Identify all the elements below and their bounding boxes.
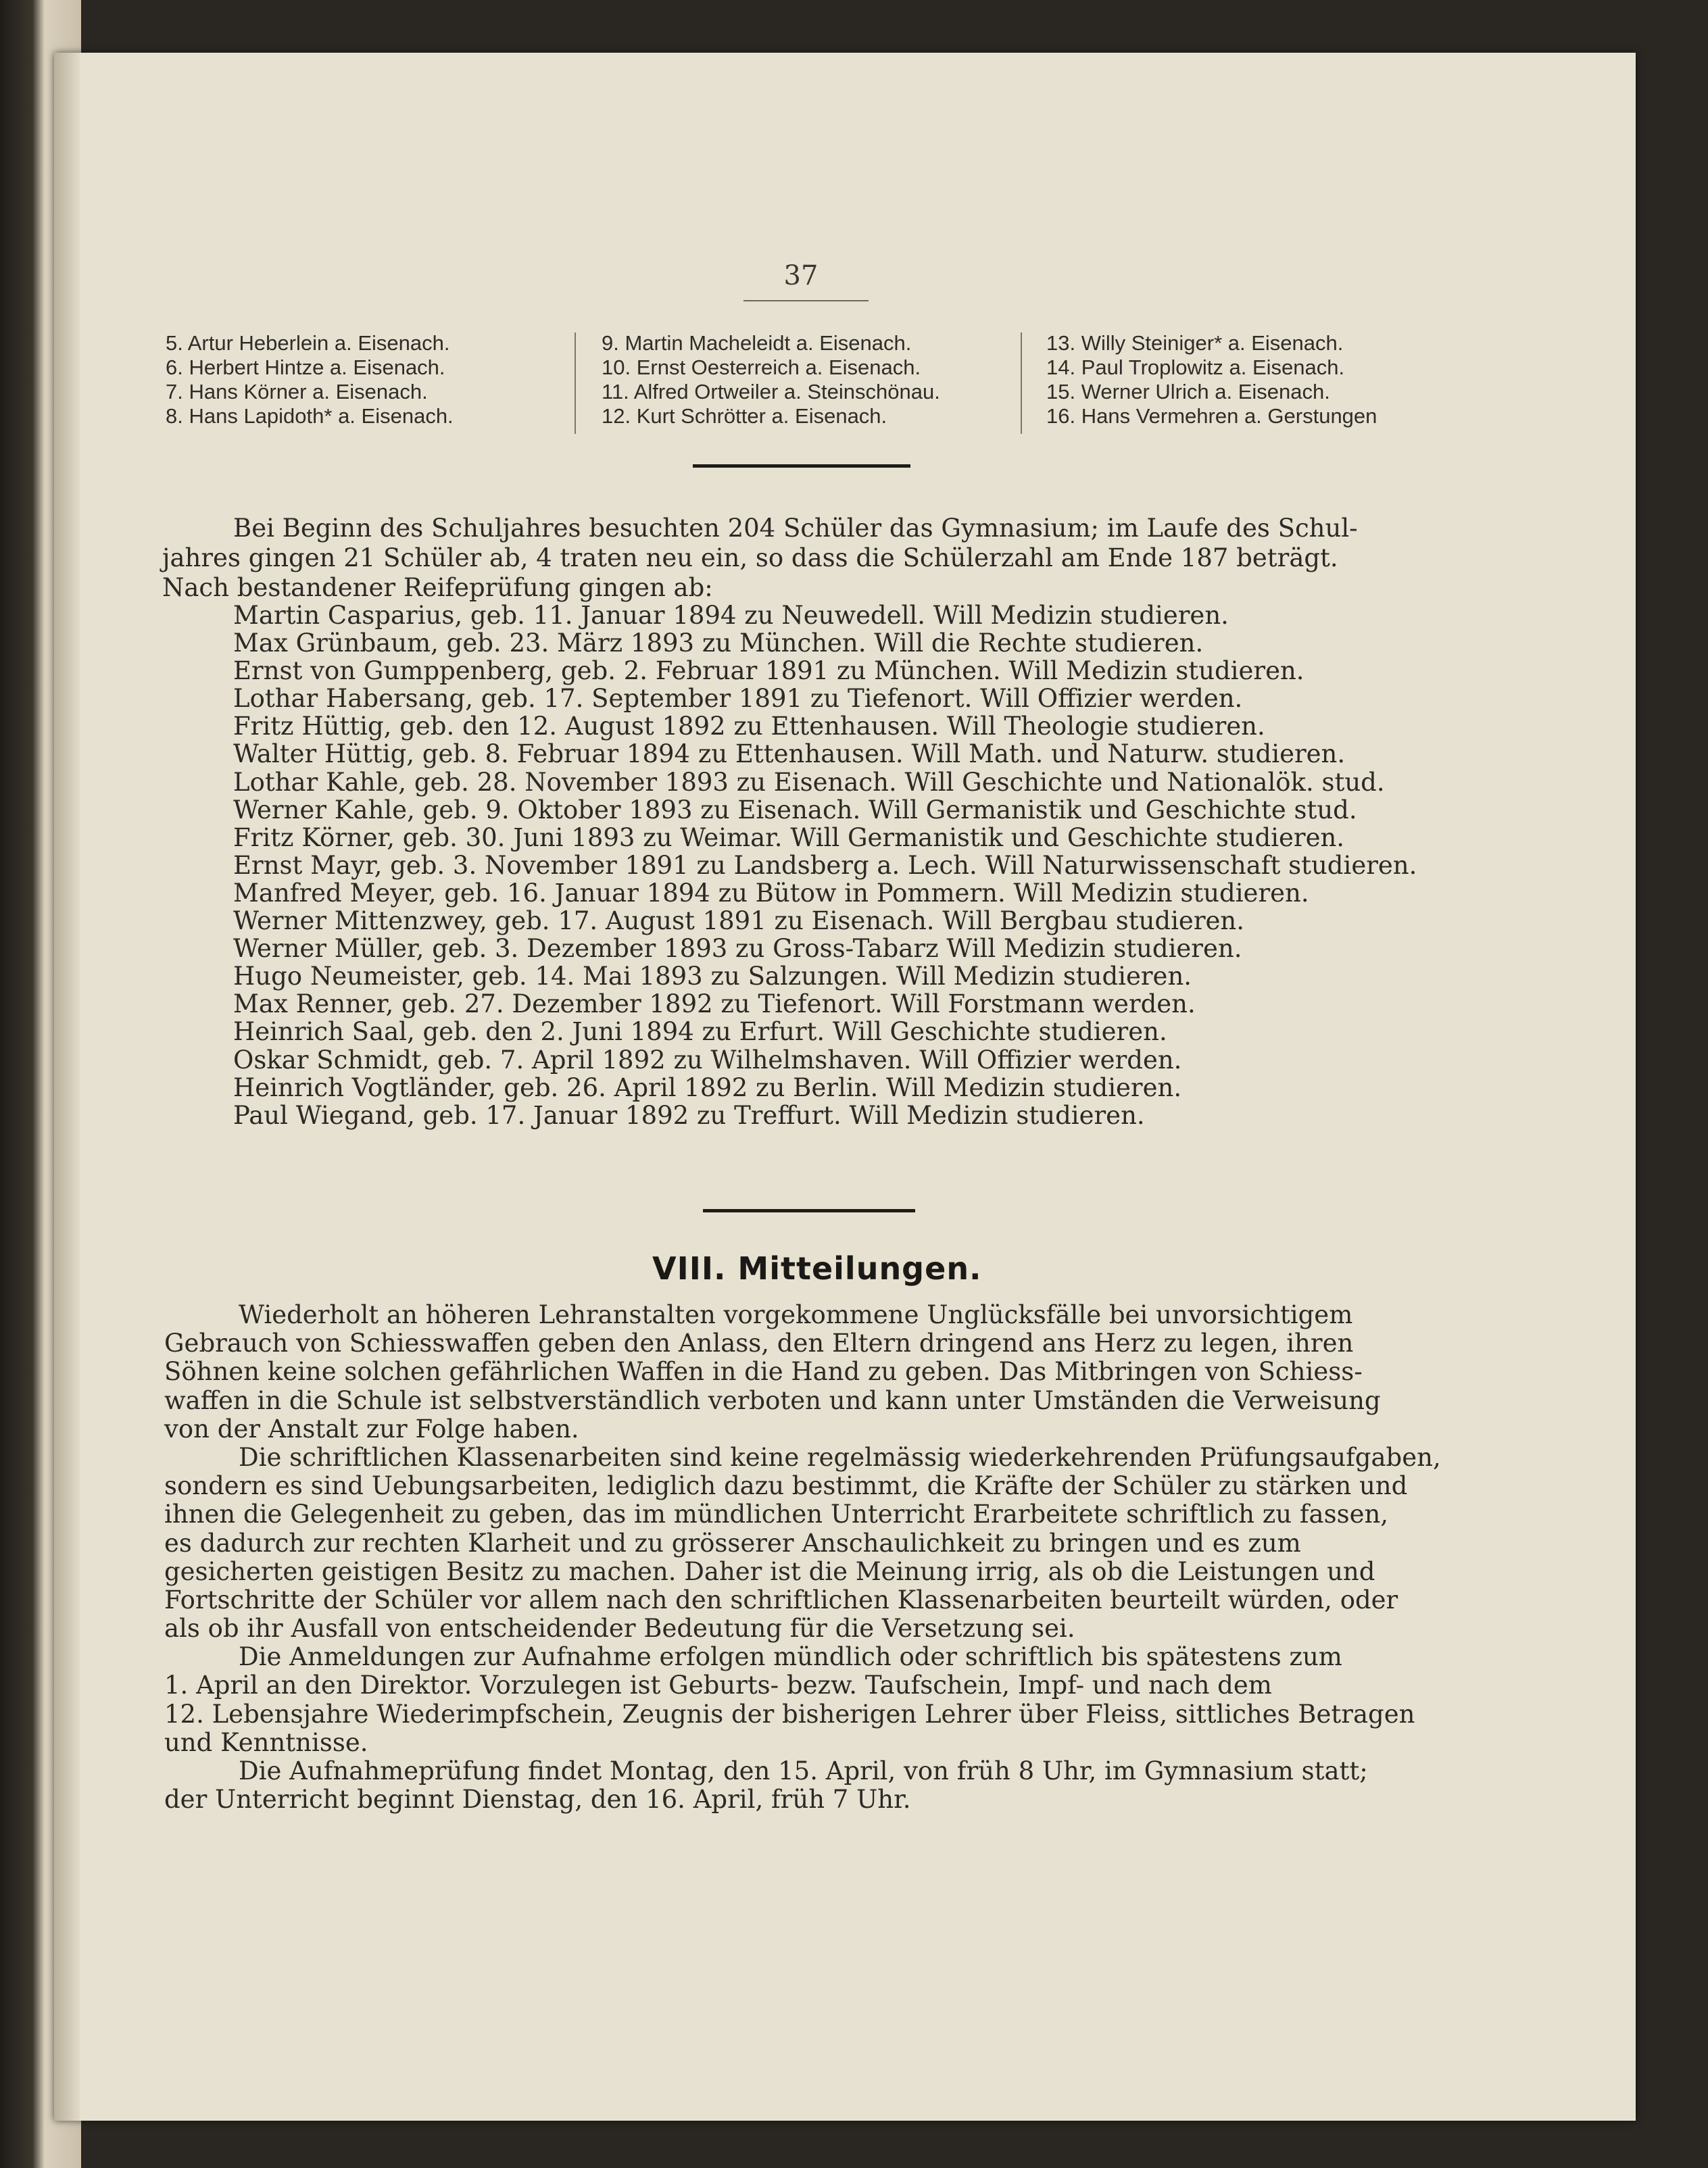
student-entry: 13. Willy Steiniger* a. Eisenach. xyxy=(1046,331,1344,355)
section-divider xyxy=(703,1209,915,1212)
graduate-entry: Werner Müller, geb. 3. Dezember 1893 zu Gross-Tabarz Will Medizin studieren. xyxy=(233,934,1242,964)
graduate-entry: Werner Mittenzwey, geb. 17. August 1891 zu Eisenach. Will Bergbau studieren. xyxy=(233,906,1245,936)
graduate-entry: Max Renner, geb. 27. Dezember 1892 zu Tiefenort. Will Forstmann werden. xyxy=(233,989,1196,1019)
notice-line: Wiederholt an höheren Lehranstalten vorgekommene Unglücksfälle bei unvorsichtigem xyxy=(239,1300,1353,1329)
notice-line: gesicherten geistigen Besitz zu machen. Daher ist die Meinung irrig, als ob die Leistungen und xyxy=(164,1556,1375,1586)
student-list-column-1 xyxy=(166,331,454,428)
column-divider xyxy=(575,332,576,434)
notice-line: waffen in die Schule ist selbstverständlich verboten und kann unter Umständen die Verweisung xyxy=(164,1385,1381,1415)
notice-line: Die Aufnahmeprüfung findet Montag, den 15. April, von früh 8 Uhr, im Gymnasium statt; xyxy=(239,1756,1368,1785)
student-entry: 5. Artur Heberlein a. Eisenach. xyxy=(166,331,450,355)
notice-line: 1. April an den Direktor. Vorzulegen ist Geburts- bezw. Taufschein, Impf- und nach dem xyxy=(164,1671,1272,1700)
notice-line: und Kenntnisse. xyxy=(164,1727,368,1757)
graduate-entry: Lothar Habersang, geb. 17. September 1891 zu Tiefenort. Will Offizier werden. xyxy=(233,684,1243,714)
graduate-entry: Hugo Neumeister, geb. 14. Mai 1893 zu Salzungen. Will Medizin studieren. xyxy=(233,962,1192,991)
student-entry: 15. Werner Ulrich a. Eisenach. xyxy=(1046,380,1330,403)
student-entry: 11. Alfred Ortweiler a. Steinschönau. xyxy=(602,380,940,403)
graduates-list xyxy=(233,601,1417,1129)
page-gutter xyxy=(54,53,80,2121)
column-divider xyxy=(1021,332,1022,434)
student-entry: 16. Hans Vermehren a. Gerstungen xyxy=(1046,404,1377,428)
notice-line: Gebrauch von Schiesswaffen geben den Anlass, den Eltern dringend ans Herz zu legen, ihren xyxy=(164,1329,1354,1358)
notice-line: der Unterricht beginnt Dienstag, den 16. April, früh 7 Uhr. xyxy=(164,1785,911,1815)
intro-line: Nach bestandener Reifeprüfung gingen ab: xyxy=(162,573,713,602)
notice-line: es dadurch zur rechten Klarheit und zu grösserer Anschaulichkeit zu bringen und es zum xyxy=(164,1528,1301,1558)
intro-paragraph xyxy=(162,514,1446,603)
notice-paragraph xyxy=(164,1643,1448,1757)
graduate-entry: Fritz Hüttig, geb. den 12. August 1892 zu Ettenhausen. Will Theologie studieren. xyxy=(233,712,1265,741)
graduate-entry: Manfred Meyer, geb. 16. Januar 1894 zu Bütow in Pommern. Will Medizin studieren. xyxy=(233,878,1309,908)
notice-line: ihnen die Gelegenheit zu geben, das im mündlichen Unterricht Erarbeitete schriftlich zu fassen, xyxy=(164,1500,1389,1529)
graduate-entry: Max Grünbaum, geb. 23. März 1893 zu München. Will die Rechte studieren. xyxy=(233,629,1204,658)
student-entry: 10. Ernst Oesterreich a. Eisenach. xyxy=(602,355,921,379)
student-entry: 8. Hans Lapidoth* a. Eisenach. xyxy=(166,404,454,428)
notice-line: 12. Lebensjahre Wiederimpfschein, Zeugnis der bisherigen Lehrer über Fleiss, sittliches Betragen xyxy=(164,1699,1415,1729)
notices-section xyxy=(164,1301,1448,1814)
notice-line: als ob ihr Ausfall von entscheidender Bedeutung für die Versetzung sei. xyxy=(164,1614,1075,1644)
student-entry: 6. Herbert Hintze a. Eisenach. xyxy=(166,355,445,379)
graduate-entry: Heinrich Saal, geb. den 2. Juni 1894 zu Erfurt. Will Geschichte studieren. xyxy=(233,1017,1167,1047)
student-entry: 7. Hans Körner a. Eisenach. xyxy=(166,380,428,403)
graduate-entry: Walter Hüttig, geb. 8. Februar 1894 zu Ettenhausen. Will Math. und Naturw. studieren. xyxy=(233,739,1346,769)
student-entry: 9. Martin Macheleidt a. Eisenach. xyxy=(602,331,912,355)
graduate-entry: Werner Kahle, geb. 9. Oktober 1893 zu Eisenach. Will Germanistik und Geschichte stud. xyxy=(233,795,1357,824)
section-heading: VIII. Mitteilungen. xyxy=(652,1250,982,1287)
graduate-entry: Fritz Körner, geb. 30. Juni 1893 zu Weimar. Will Germanistik und Geschichte studieren. xyxy=(233,822,1345,852)
graduate-entry: Lothar Kahle, geb. 28. November 1893 zu Eisenach. Will Geschichte und Nationalök. stud. xyxy=(233,767,1385,797)
graduate-entry: Ernst Mayr, geb. 3. November 1891 zu Landsberg a. Lech. Will Naturwissenschaft studieren. xyxy=(233,850,1417,880)
graduate-entry: Heinrich Vogtländer, geb. 26. April 1892 zu Berlin. Will Medizin studieren. xyxy=(233,1073,1182,1102)
graduate-entry: Paul Wiegand, geb. 17. Januar 1892 zu Treffurt. Will Medizin studieren. xyxy=(233,1100,1145,1130)
notice-line: Fortschritte der Schüler vor allem nach den schriftlichen Klassenarbeiten beurteilt würden, oder xyxy=(164,1585,1398,1615)
notice-line: Die Anmeldungen zur Aufnahme erfolgen mündlich oder schriftlich bis spätestens zum xyxy=(239,1642,1342,1672)
section-divider xyxy=(693,464,910,468)
student-list-column-3 xyxy=(1046,331,1377,428)
notice-line: Söhnen keine solchen gefährlichen Waffen in die Hand zu geben. Das Mitbringen von Schiess- xyxy=(164,1357,1363,1387)
notice-paragraph xyxy=(164,1757,1448,1814)
notice-line: Die schriftlichen Klassenarbeiten sind keine regelmässig wiederkehrenden Prüfungsaufgaben, xyxy=(239,1442,1441,1472)
notice-paragraph xyxy=(164,1444,1448,1643)
notice-line: sondern es sind Uebungsarbeiten, lediglich dazu bestimmt, die Kräfte der Schüler zu stärken und xyxy=(164,1471,1408,1501)
graduate-entry: Ernst von Gumppenberg, geb. 2. Februar 1891 zu München. Will Medizin studieren. xyxy=(233,656,1304,686)
student-entry: 14. Paul Troplowitz a. Eisenach. xyxy=(1046,355,1345,379)
notice-line: von der Anstalt zur Folge haben. xyxy=(164,1414,579,1444)
student-list-column-2 xyxy=(602,331,940,428)
student-entry: 12. Kurt Schrötter a. Eisenach. xyxy=(602,404,887,428)
notice-paragraph xyxy=(164,1301,1448,1444)
page-number-rule xyxy=(743,300,869,301)
graduate-entry: Oskar Schmidt, geb. 7. April 1892 zu Wilhelmshaven. Will Offizier werden. xyxy=(233,1045,1182,1075)
graduate-entry: Martin Casparius, geb. 11. Januar 1894 zu Neuwedell. Will Medizin studieren. xyxy=(233,601,1229,630)
intro-line: jahres gingen 21 Schüler ab, 4 traten neu ein, so dass die Schülerzahl am Ende 187 beträgt. xyxy=(162,543,1338,572)
page-number: 37 xyxy=(783,260,819,291)
intro-line: Bei Beginn des Schuljahres besuchten 204 Schüler das Gymnasium; im Laufe des Schul- xyxy=(233,514,1358,543)
